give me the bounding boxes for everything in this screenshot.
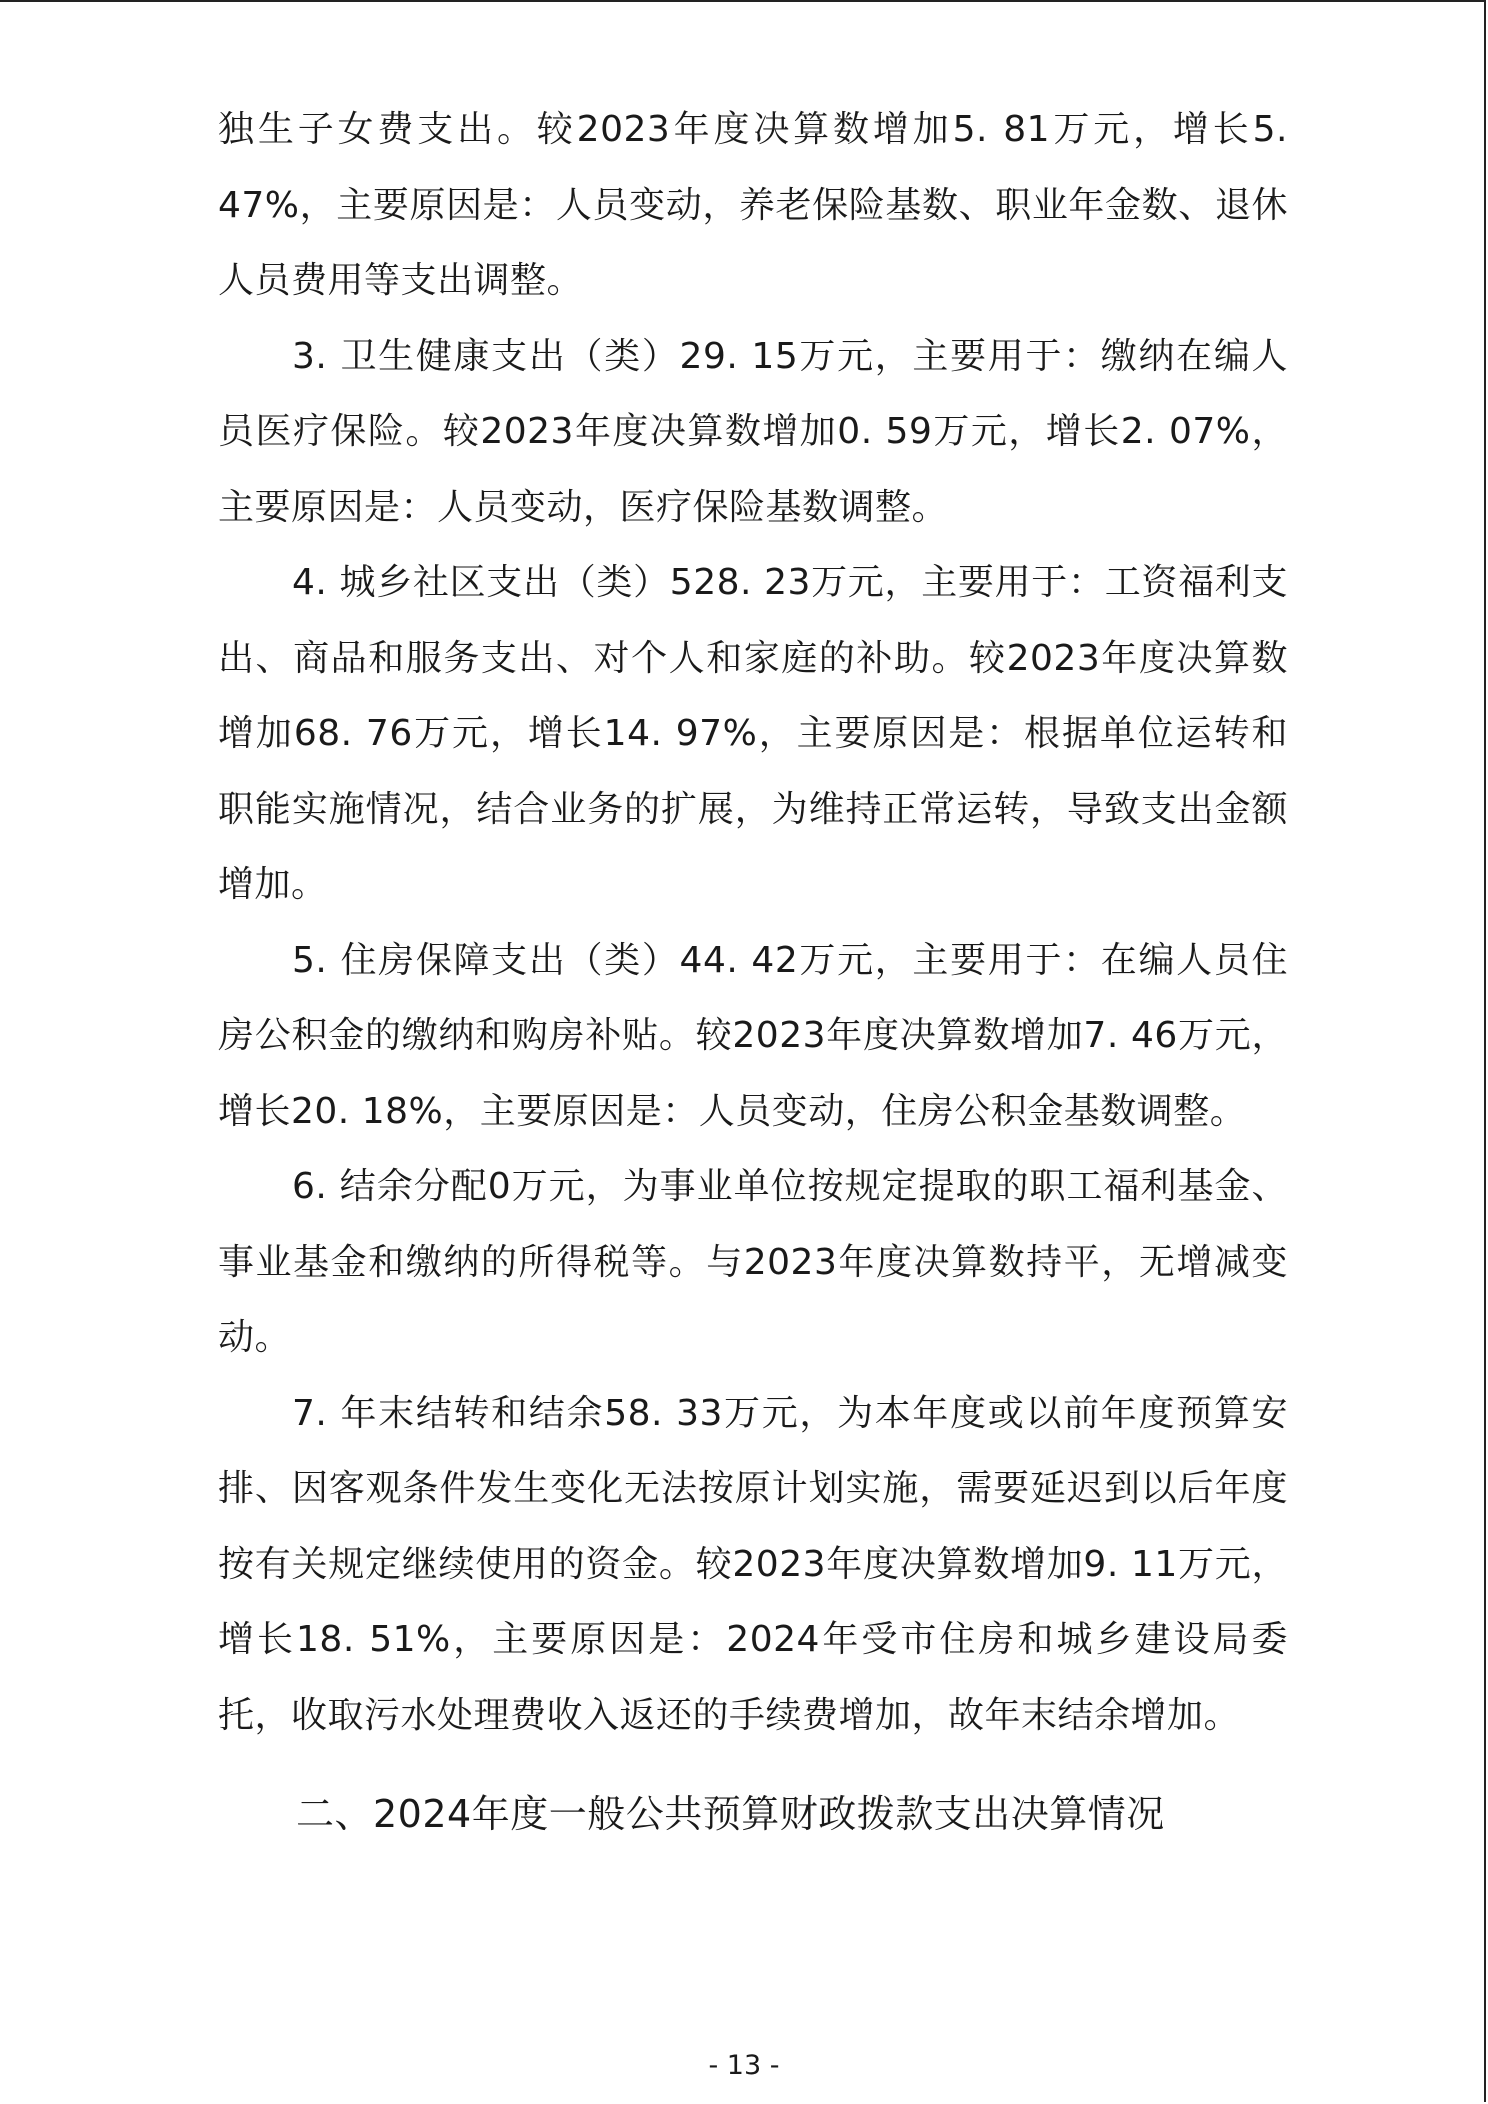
body-text — [218, 92, 1288, 1753]
paragraph-urban-rural-expenditure: 4. 城乡社区支出（类）528. 23万元，主要用于：工资福利支出、商品和服务支出、对个人和家庭的补助。较2023年度决算数增加68. 76万元，增长14. 97%，主要原因是：根据单位运转和职能实施情况，结合业务的扩展，为维持正常运转，导致支出金额增加。 — [218, 562, 1288, 905]
page-number: - 13 - — [708, 2050, 780, 2081]
paragraph-surplus-distribution: 6. 结余分配0万元，为事业单位按规定提取的职工福利基金、事业基金和缴纳的所得税等。与2023年度决算数持平，无增减变动。 — [218, 1166, 1288, 1358]
section-heading: 二、2024年度一般公共预算财政拨款支出决算情况 — [296, 1792, 1165, 1836]
paragraph-housing-expenditure: 5. 住房保障支出（类）44. 42万元，主要用于：在编人员住房公积金的缴纳和购房补贴。较2023年度决算数增加7. 46万元，增长20. 18%，主要原因是：人员变动，住房公积金基数调整。 — [218, 939, 1288, 1132]
paragraph-health-expenditure: 3. 卫生健康支出（类）29. 15万元，主要用于：缴纳在编人员医疗保险。较2023年度决算数增加0. 59万元，增长2. 07%，主要原因是：人员变动，医疗保险基数调整。 — [218, 335, 1288, 528]
paragraph-year-end-balance: 7. 年末结转和结余58. 33万元，为本年度或以前年度预算安排、因客观条件发生变化无法按原计划实施，需要延迟到以后年度按有关规定继续使用的资金。较2023年度决算数增加9. 11万元，增长18. 51%，主要原因是：2024年受市住房和城乡建设局委托，收取污水处理费收入返还的手续费增加，故年末结余增加。 — [218, 1392, 1288, 1736]
paragraph-continuation: 独生子女费支出。较2023年度决算数增加5. 81万元，增长5. 47%，主要原因是：人员变动，养老保险基数、职业年金数、退休人员费用等支出调整。 — [218, 109, 1288, 301]
